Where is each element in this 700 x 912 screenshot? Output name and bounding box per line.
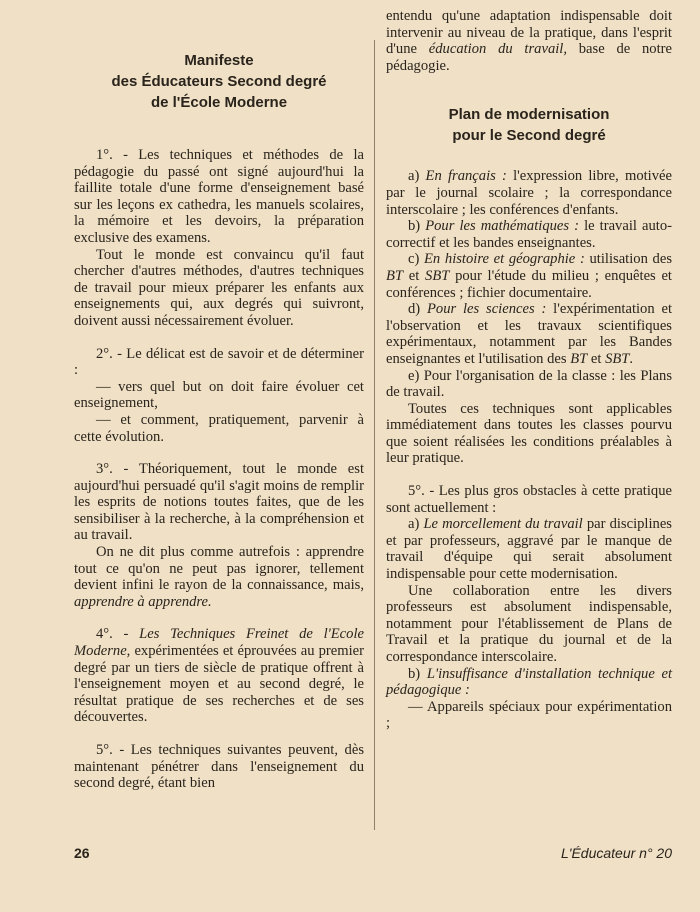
paragraph-5: — et comment, pratiquement, parvenir à cette évolution. [74,411,364,445]
left-column [74,46,364,792]
obstacle-b: b) L'insuffisance d'installation technique et pédagogique : [386,665,672,699]
collaboration-paragraph: Une collaboration entre les divers professeurs est absolument indispensable, notamment pour l'établissement de Plans de Travail et la pratique du journal et de la correspondance interscolaire. [386,582,672,665]
item-d: d) Pour les sciences : l'expérimentation et l'observation et les travaux scientifiques expérimentaux, notamment par les Bandes enseignantes et l'utilisation des BT et SBT. [386,301,673,367]
paragraph-7: On ne dit plus comme autrefois : apprendre tout ce qu'on ne peut pas ignorer, tellement devient infini le rayon de la connaissance, mais, apprendre à apprendre. [74,544,364,610]
continued-paragraph: entendu qu'une adaptation indispensable doit intervenir au niveau de la pratique, dans l'esprit d'une éducation du travail, base de notre pédagogie. [386,8,672,74]
paragraph-8: 4°. - Les Techniques Freinet de l'Ecole Moderne, expérimentées et éprouvées au premier degré par un tiers de siècle de pratique offrent à l'enseignement moyen et au second degré, le résultat pratique de ses recherches et de ses découvertes. [74,626,364,726]
plan-title-line-2: pour le Second degré [452,127,606,145]
paragraph-6: 3°. - Théoriquement, tout le monde est aujourd'hui persuadé qu'il s'agit moins de remplir les esprits de notions toutes faites, que de les sensibiliser à la recherche, à la compréhension et au travail. [74,461,364,544]
title-line-3: de l'École Moderne [150,94,288,111]
item-c: c) En histoire et géographie : utilisation des BT et SBT pour l'étude du milieu ; enquêtes et conférences ; fichier documentaire. [386,251,672,301]
obstacles-intro: 5°. - Les plus gros obstacles à cette pratique sont actuellement : [386,483,672,516]
paragraph-1: 1°. - Les techniques et méthodes de la pédagogie du passé ont signé aujourd'hui la faillite totale d'une forme d'enseignement basé sur les leçons ex cathedra, les manuels scolaires, la mémoire et les devoirs, la préparation exclusive des examens. [74,147,364,246]
plan-title-line-1: Plan de modernisation [448,106,610,124]
page-number: 26 [74,845,90,861]
obstacle-a: a) Le morcellement du travail par disciplines et par professeurs, aggravé par le manque de travail d'équipe qui serait absolument indispensable pour cette modernisation. [386,516,672,583]
paragraph-3: 2°. - Le délicat est de savoir et de déterminer : [74,345,364,379]
paragraph-4: — vers quel but on doit faire évoluer cet enseignement, [74,378,364,412]
paragraph-9: 5°. - Les techniques suivantes peuvent, dès maintenant pénétrer dans l'enseignement du second degré, étant bien [74,742,364,792]
item-a: a) En français : l'expression libre, motivée par le journal scolaire ; la correspondance interscolaire ; les conférences d'enfants. [386,168,672,218]
item-e: e) Pour l'organisation de la classe : les Plans de travail. [386,367,672,401]
title-line-1: Manifeste [184,52,254,69]
right-column [386,8,673,732]
equipment-item: — Appareils spéciaux pour expérimentation ; [386,698,672,732]
title-line-2: des Éducateurs Second degré [111,73,327,90]
journal-issue: L'Éducateur n° 20 [560,845,672,861]
item-b: b) Pour les mathématiques : le travail auto-correctif et les bandes enseignantes. [386,218,672,251]
column-divider [374,40,375,830]
plan-title [386,104,672,146]
manifesto-title [74,50,364,113]
techniques-note: Toutes ces techniques sont applicables immédiatement dans toutes les classes pourvu que soient réalisées les conditions préalables à leur pratique. [386,400,672,467]
paragraph-2: Tout le monde est convaincu qu'il faut chercher d'autres méthodes, d'autres techniques de travail pour mieux préparer les enfants aux enseignements qui, aux degrés qui suivront, doivent aussi nécessairement évoluer. [74,246,364,329]
